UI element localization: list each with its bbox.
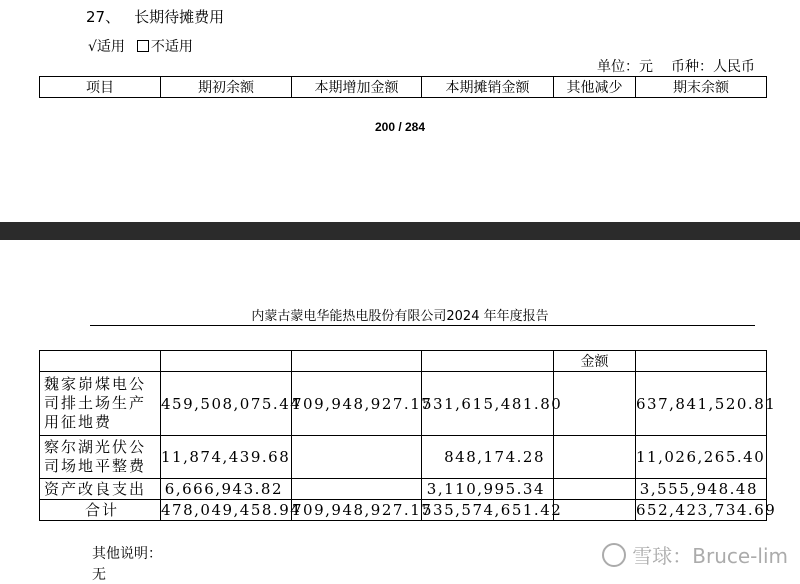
- table-row-total: [40, 500, 767, 521]
- opening-value: 478,049,458.94: [161, 501, 302, 519]
- xueqiu-logo-icon: [602, 543, 626, 567]
- opening-value: 11,874,439.68: [161, 436, 292, 479]
- total-label: 合计: [40, 500, 161, 521]
- header-opening: 期初余额: [161, 77, 292, 98]
- other-notes-value: 无: [92, 567, 106, 583]
- header-other-decrease: 其他减少: [554, 77, 636, 98]
- other-decrease-value: [554, 436, 636, 479]
- closing-value: 652,423,734.69: [636, 501, 777, 519]
- row-name: 察尔湖光伏公司场地平整费: [40, 436, 161, 479]
- other-notes-label: 其他说明：: [92, 546, 162, 562]
- expense-data-table: [39, 350, 777, 521]
- increase-value: 709,948,927.17: [292, 501, 433, 519]
- section-title-text: 长期待摊费用: [134, 8, 225, 26]
- unit-line: [579, 56, 755, 76]
- watermark-text: 雪球：Bruce-lim: [632, 544, 788, 568]
- report-header: 内蒙古蒙电华能热电股份有限公司2024 年年度报告: [251, 309, 549, 324]
- increase-value: [292, 436, 422, 479]
- amortization-value: 3,110,995.34: [422, 479, 554, 500]
- not-applicable-option: 不适用: [150, 39, 193, 55]
- other-decrease-value: [554, 372, 636, 436]
- page-number: 200 / 284: [374, 120, 426, 134]
- amount-header: 金额: [554, 351, 636, 372]
- header-row: [40, 77, 767, 98]
- header-closing: 期末余额: [636, 77, 767, 98]
- opening-value: 6,666,943.82: [161, 479, 292, 500]
- closing-value: 637,841,520.81: [636, 372, 767, 436]
- unit-label: 单位：元: [597, 59, 653, 75]
- other-decrease-value: [554, 479, 636, 500]
- currency-label: 币种：人民币: [671, 59, 755, 75]
- header-rule: [90, 325, 755, 326]
- watermark: [602, 540, 788, 569]
- applicability-options: [88, 36, 193, 56]
- table-row: [40, 351, 767, 372]
- opening-value: 459,508,075.44: [161, 372, 292, 436]
- increase-value: 709,948,927.17: [292, 372, 422, 436]
- closing-value: 11,026,265.40: [636, 436, 767, 479]
- amortization-value: 535,574,651.42: [422, 501, 563, 519]
- table-row: [40, 436, 767, 479]
- table-row: [40, 479, 767, 500]
- other-decrease-value: [554, 500, 636, 521]
- increase-value: [292, 479, 422, 500]
- section-number: 27、: [86, 8, 121, 26]
- header-amortization: 本期摊销金额: [422, 77, 554, 98]
- header-increase: 本期增加金额: [292, 77, 422, 98]
- header-item: 项目: [40, 77, 161, 98]
- checkbox-icon: [137, 40, 149, 52]
- row-name: 魏家峁煤电公司排土场生产用征地费: [40, 372, 161, 436]
- applicable-option: √适用: [88, 39, 125, 55]
- page-separator: [0, 222, 800, 240]
- expense-table-header: [39, 76, 767, 98]
- row-name: 资产改良支出: [40, 479, 161, 500]
- closing-value: 3,555,948.48: [636, 479, 767, 500]
- amortization-value: 531,615,481.80: [422, 372, 554, 436]
- table-row: [40, 372, 767, 436]
- section-title: [86, 6, 224, 27]
- amortization-value: 848,174.28: [422, 436, 554, 479]
